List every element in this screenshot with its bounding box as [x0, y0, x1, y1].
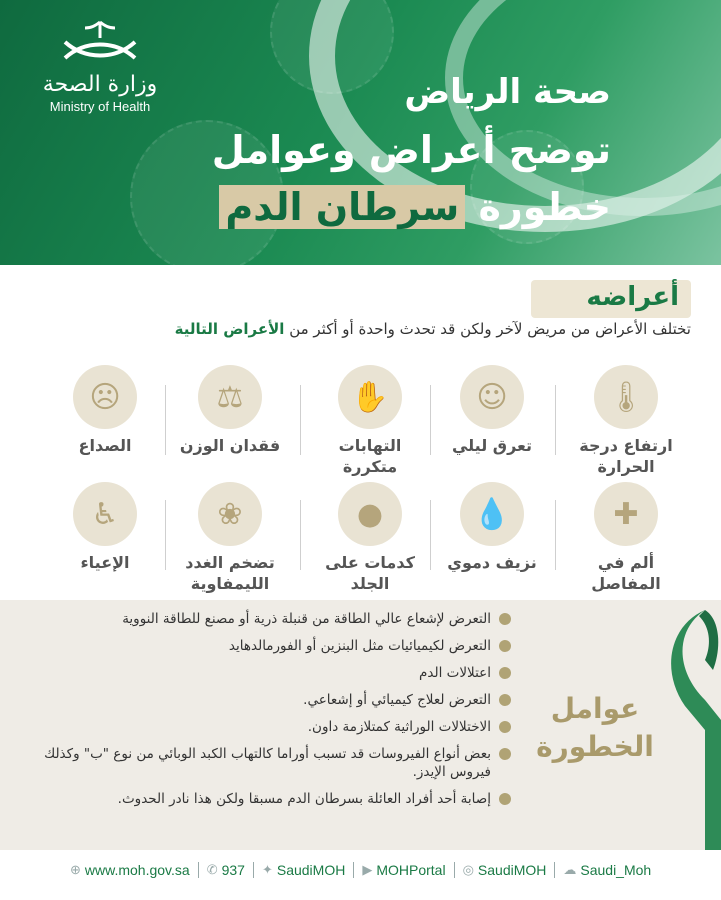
symptoms-heading-text: أعراضه	[586, 282, 679, 312]
divider	[165, 500, 166, 570]
risk-item-text: التعرض لكيميائيات مثل البنزين أو الفورمالدهايد	[228, 638, 491, 654]
symptom-weight-loss	[170, 365, 290, 456]
phone-icon: ✆	[206, 862, 218, 877]
symptom-bruises	[310, 482, 430, 594]
symptoms-intro-bold: الأعراض التالية	[174, 320, 285, 338]
symptom-lymph-nodes	[170, 482, 290, 594]
youtube-link[interactable]	[362, 862, 445, 878]
risk-item-text: إصابة أحد أفراد العائلة بسرطان الدم مسبقا ولكن هذا نادر الحدوث.	[117, 791, 491, 807]
bullet-icon	[499, 793, 511, 805]
symptom-label: تضخم الغدد الليمفاوية	[185, 553, 275, 593]
list-item	[11, 664, 511, 682]
logo-english-text: Ministry of Health	[49, 99, 151, 114]
globe-icon: ⊕	[70, 862, 81, 877]
snapchat-icon: ☁	[563, 862, 577, 877]
divider	[555, 385, 556, 455]
list-item	[11, 718, 511, 736]
symptoms-intro	[31, 320, 691, 338]
bullet-icon	[499, 721, 511, 733]
footer	[0, 850, 721, 900]
symptom-label: فقدان الوزن	[179, 436, 281, 455]
list-item	[11, 637, 511, 655]
bullet-icon	[499, 667, 511, 679]
list-item	[11, 790, 511, 808]
twitter-link[interactable]	[262, 862, 345, 878]
weight-loss-icon: ⚖	[198, 365, 262, 429]
symptom-bleeding	[432, 482, 552, 573]
symptom-night-sweats	[432, 365, 552, 456]
nosebleed-icon: 💧	[460, 482, 524, 546]
title-line-2: توضح أعراض وعوامل	[211, 128, 611, 172]
symptom-label: الصداع	[78, 436, 132, 455]
symptom-label: التهابات متكررة	[338, 436, 402, 476]
risk-factors-list	[11, 610, 511, 817]
awareness-ribbon-icon	[665, 610, 721, 850]
symptom-label: ارتفاع درجة الحرارة	[579, 436, 673, 476]
footer-contacts	[70, 862, 651, 878]
youtube-icon: ▶	[362, 862, 373, 877]
divider	[430, 500, 431, 570]
header-banner	[0, 0, 721, 265]
twitter-icon: ✦	[261, 862, 273, 877]
fatigue-icon: ♿	[73, 482, 137, 546]
twitter-text: SaudiMOH	[276, 862, 346, 878]
sweating-face-icon: ☺	[460, 365, 524, 429]
symptom-fever	[566, 365, 686, 477]
title-line-1: صحة الرياض	[404, 72, 611, 112]
bruises-icon: ●	[338, 482, 402, 546]
symptom-headache	[45, 365, 165, 456]
divider	[454, 862, 455, 878]
instagram-link[interactable]	[463, 862, 547, 878]
snapchat-text: Saudi_Moh	[580, 862, 652, 878]
palm-swords-icon	[30, 18, 170, 71]
title-line-3-highlight: سرطان الدم	[219, 185, 465, 229]
divider	[165, 385, 166, 455]
symptom-infections	[310, 365, 430, 477]
bullet-icon	[499, 748, 511, 760]
symptoms-intro-text: تختلف الأعراض من مريض لآخر ولكن قد تحدث واحدة أو أكثر من	[289, 320, 691, 338]
risk-item-text: الاختلالات الوراثية كمتلازمة داون.	[307, 719, 491, 735]
symptom-label: تعرق ليلي	[451, 436, 533, 455]
instagram-icon: ◎	[462, 862, 474, 877]
risk-item-text: التعرض لعلاج كيميائي أو إشعاعي.	[303, 692, 491, 708]
risk-item-text: اعتلالات الدم	[419, 665, 491, 681]
logo-arabic-text: وزارة الصحة	[42, 72, 158, 97]
title-line-3-plain: خطورة	[478, 185, 611, 229]
symptom-label: الإعياء	[80, 553, 130, 572]
divider	[198, 862, 199, 878]
sore-throat-icon: ✋	[338, 365, 402, 429]
symptoms-heading	[531, 280, 691, 318]
phone-link[interactable]	[207, 862, 245, 878]
symptom-label: نزيف دموي	[447, 553, 537, 572]
symptom-label: ألم في المفاصل	[591, 553, 661, 593]
divider	[554, 862, 555, 878]
thermometer-icon: 🌡	[594, 365, 658, 429]
divider	[555, 500, 556, 570]
bullet-icon	[499, 694, 511, 706]
website-text: www.moh.gov.sa	[84, 862, 190, 878]
divider	[253, 862, 254, 878]
risk-factors-section	[0, 600, 721, 850]
list-item	[11, 691, 511, 709]
risk-item-text: بعض أنواع الفيروسات قد تسبب أوراما كالتهاب الكبد الوبائي من نوع "ب" وكذلك فيروس الإيدز.	[44, 746, 491, 780]
list-item	[11, 610, 511, 628]
headache-icon: ☹	[73, 365, 137, 429]
symptom-label: كدمات على الجلد	[325, 553, 415, 593]
website-link[interactable]	[70, 862, 190, 878]
divider	[300, 500, 301, 570]
list-item	[11, 745, 511, 781]
symptom-fatigue	[45, 482, 165, 573]
title-line-3	[181, 185, 611, 229]
phone-text: 937	[221, 862, 245, 878]
risk-item-text: التعرض لإشعاع عالي الطاقة من قنبلة ذرية أو مصنع للطاقة النووية	[122, 611, 491, 627]
bullet-icon	[499, 640, 511, 652]
divider	[300, 385, 301, 455]
lymph-nodes-icon: ❀	[198, 482, 262, 546]
youtube-text: MOHPortal	[376, 862, 446, 878]
snapchat-link[interactable]	[563, 862, 651, 878]
divider	[353, 862, 354, 878]
bullet-icon	[499, 613, 511, 625]
joint-pain-icon: ✚	[594, 482, 658, 546]
symptom-joint-pain	[566, 482, 686, 594]
divider	[430, 385, 431, 455]
risk-factors-title: عوامل الخطورة	[536, 692, 654, 763]
instagram-text: SaudiMOH	[477, 862, 547, 878]
moh-logo	[30, 18, 170, 115]
